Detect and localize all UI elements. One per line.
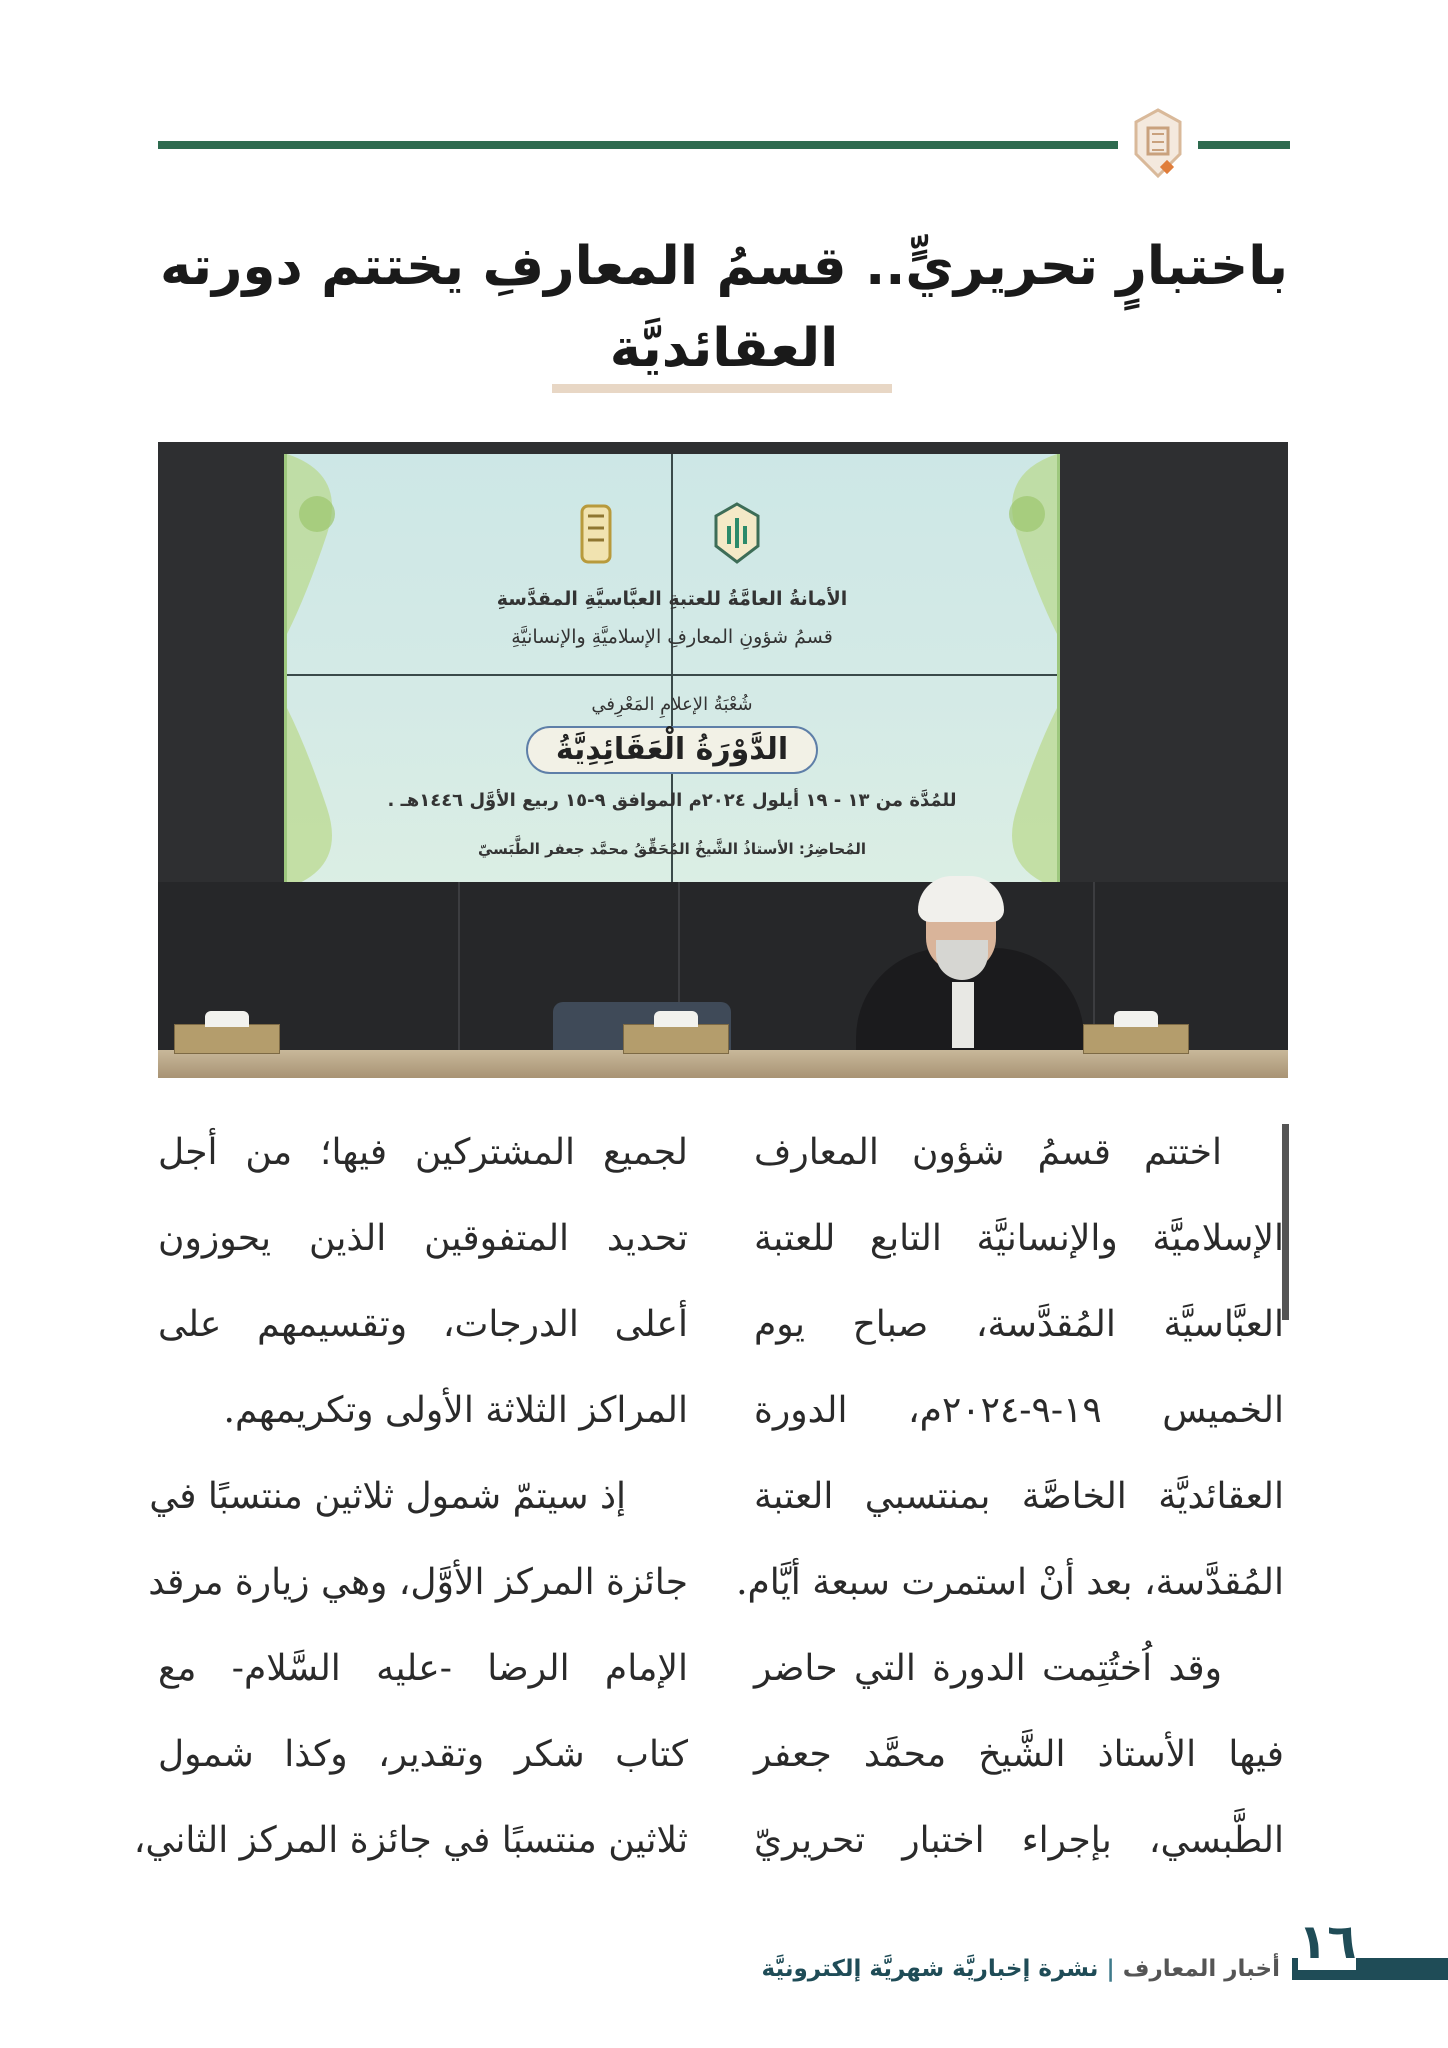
screen-seam — [287, 674, 1057, 676]
screen-seam — [671, 454, 673, 888]
tissue-box — [623, 1024, 729, 1054]
event-photo — [158, 442, 1288, 1078]
text-line: فيها الأستاذ الشَّيخ محمَّد جعفر — [754, 1734, 1284, 1775]
text-line: العقائديَّة الخاصَّة بمنتسبي العتبة — [754, 1476, 1284, 1517]
publication-name: أخبار المعارف — [1122, 1956, 1280, 1982]
article-title — [150, 226, 1298, 390]
screen-dates: للمُدَّة من ١٣ - ١٩ أيلول ٢٠٢٤م الموافق ٩-١٥ ربيع الأوَّل ١٤٤٦هـ . — [387, 790, 957, 811]
text-line: المُقدَّسة، بعد أنْ استمرت سبعة أيَّام. — [736, 1562, 1284, 1603]
screen-title-text: الدَّوْرَةُ الْعَقَائِدِيَّةُ — [526, 726, 818, 774]
text-line: اختتم قسمُ شؤون المعارف — [754, 1132, 1222, 1173]
page-number: ١٦ — [1298, 1914, 1357, 1970]
screen-line-3: شُعْبَةُ الإعلامِ المَعْرِفي — [591, 694, 753, 715]
wall-panel-line — [458, 882, 460, 1052]
tissue-box — [1083, 1024, 1189, 1054]
publication-subtitle: نشرة إخباريَّة شهريَّة إلكترونيَّة — [761, 1956, 1099, 1982]
text-line: العبَّاسيَّة المُقدَّسة، صباح يوم — [754, 1304, 1284, 1345]
text-line: تحديد المتفوقين الذين يحوزون — [158, 1218, 688, 1259]
article-column-left — [133, 1110, 688, 1884]
title-line-1: باختبارٍ تحريريٍّ.. قسمُ المعارفِ يختتم دورته — [159, 236, 1289, 297]
screen-line-1: الأمانةُ العامَّةُ للعتبةِ العبَّاسيَّةِ المقدَّسةِ — [496, 588, 848, 610]
title-underline — [552, 384, 892, 393]
screen-lecturer: المُحاضِرُ: الأستاذُ الشَّيخُ المُحَقِّقُ محمَّد جعفر الطَّبَسيّ — [477, 840, 867, 858]
text-line: الطَّبسي، بإجراء اختبار تحريريّ — [754, 1820, 1284, 1861]
text-line: لجميع المشتركين فيها؛ من أجل — [158, 1132, 688, 1173]
title-line-2: العقائديَّة — [609, 318, 839, 379]
screen-line-2: قسمُ شؤونِ المعارفِ الإسلاميَّةِ والإنسانيَّةِ — [511, 626, 833, 648]
footer-caption — [720, 1952, 1280, 1986]
text-line: جائزة المركز الأوَّل، وهي زيارة مرقد — [148, 1562, 688, 1603]
text-line: الإمام الرضا -عليه السَّلام- مع — [158, 1648, 688, 1689]
text-line: كتاب شكر وتقدير، وكذا شمول — [158, 1734, 688, 1775]
text-line: المراكز الثلاثة الأولى وتكريمهم. — [223, 1390, 688, 1431]
department-logo-icon — [574, 502, 618, 566]
text-line: أعلى الدرجات، وتقسيمهم على — [158, 1304, 688, 1345]
shrine-logo-icon — [712, 502, 762, 564]
tissue-box — [174, 1024, 280, 1054]
text-line: ثلاثين منتسبًا في جائزة المركز الثاني، — [133, 1820, 688, 1861]
table — [158, 1050, 1288, 1078]
emblem-icon — [1118, 104, 1198, 184]
text-line: وقد اُختُتِمت الدورة التي حاضر — [754, 1648, 1222, 1689]
lecturer-collar — [952, 982, 974, 1048]
projection-screen — [284, 454, 1060, 888]
text-line: إذ سيتمّ شمول ثلاثين منتسبًا في — [149, 1476, 626, 1517]
lecturer-turban — [918, 876, 1004, 922]
text-line: الإسلاميَّة والإنسانيَّة التابع للعتبة — [754, 1218, 1284, 1259]
footer-separator: | — [1106, 1956, 1115, 1982]
text-line: الخميس ١٩-٩-٢٠٢٤م، الدورة — [754, 1390, 1284, 1431]
screen-title — [327, 726, 1017, 774]
article-column-right — [736, 1110, 1284, 1884]
